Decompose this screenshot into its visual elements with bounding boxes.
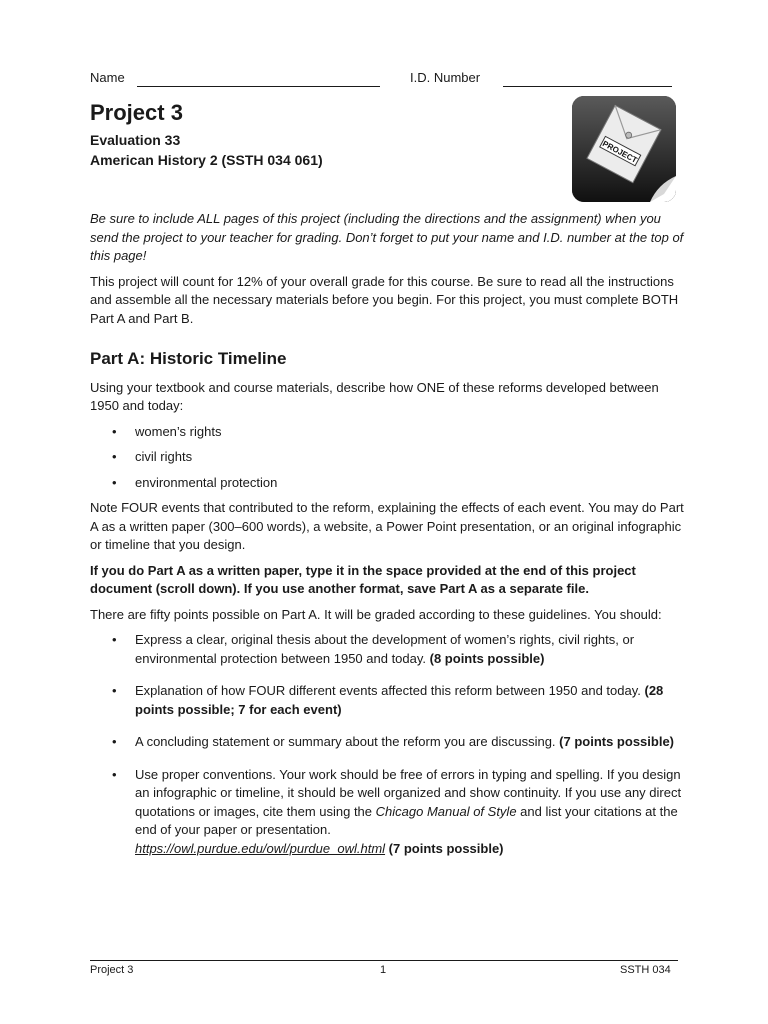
id-number-label: I.D. Number	[410, 70, 481, 85]
purdue-owl-link[interactable]: https://owl.purdue.edu/owl/purdue_owl.html	[135, 840, 386, 856]
guideline-points: (7 points possible)	[388, 840, 504, 856]
guideline-points: (28 points possible; 7 for each event)	[135, 683, 664, 717]
course-name: American History 2 (SSTH 034 061)	[90, 152, 323, 168]
project-title: Project 3	[90, 100, 183, 125]
project-envelope-icon	[572, 96, 676, 202]
footer-project: Project 3	[90, 964, 134, 976]
format-note: If you do Part A as a written paper, type it in the space provided at the end of this project document (scroll down). If you use another format, save Part A as a separate file.	[90, 562, 636, 596]
guideline-text: A concluding statement or summary about the reform you are discussing.	[135, 734, 560, 749]
instructions-note: Be sure to include ALL pages of this project (including the directions and the assignment) when you send the project to your teacher for grading. Don’t forget to put your name and I.D. number at the top of this page!	[90, 211, 684, 263]
document-body	[90, 210, 690, 872]
list-item: • environmental protection	[90, 474, 690, 493]
guideline-points: (8 points possible)	[429, 650, 545, 666]
list-item	[90, 766, 690, 859]
name-label: Name	[90, 70, 125, 85]
part-a-heading: Part A: Historic Timeline	[90, 349, 287, 368]
guideline-points: (7 points possible)	[559, 734, 674, 749]
style-manual-title: Chicago Manual of Style	[375, 803, 517, 819]
guideline-text: Explanation of how FOUR different events affected this reform between 1950 and today.	[135, 683, 645, 698]
name-field-line[interactable]	[137, 86, 380, 87]
guideline-text: Use proper conventions. Your work should be free of errors in typing and spelling. If you design an infographic or timeline, it should be well organized and show continuity. If you use any direct quotations or images, cite them using the	[135, 766, 682, 819]
icon-label: PROJECT	[600, 139, 639, 165]
events-note: Note FOUR events that contributed to the reform, explaining the effects of each event. You may do Part A as a written paper (300–600 words), a website, a Power Point presentation, or an original infographic or timeline that you design.	[90, 500, 684, 552]
guideline-text: Express a clear, original thesis about the development of women’s rights, civil rights, or environmental protection between 1950 and today.	[135, 632, 635, 666]
evaluation-number: Evaluation 33	[90, 132, 181, 148]
grade-info: This project will count for 12% of your overall grade for this course. Be sure to read all the instructions and assemble all the necessary materials before you begin. For this project, you must complete BOTH Part A and Part B.	[90, 273, 679, 326]
page-number: 1	[380, 964, 387, 976]
list-item: • civil rights	[90, 448, 690, 467]
list-item	[90, 682, 690, 719]
reform-list	[90, 423, 690, 493]
part-a-intro: Using your textbook and course materials, describe how ONE of these reforms developed between 1950 and today:	[90, 379, 659, 413]
list-item	[90, 733, 690, 752]
guidelines-list	[90, 631, 690, 858]
footer-course-code: SSTH 034	[620, 964, 671, 976]
list-item: • women’s rights	[90, 423, 690, 442]
points-intro: There are fifty points possible on Part A. It will be graded according to these guidelines. You should:	[90, 606, 662, 622]
guideline-text: and list your citations at the end of your paper or presentation.	[135, 803, 678, 837]
footer-divider	[90, 960, 678, 961]
id-number-field-line[interactable]	[503, 86, 672, 87]
list-item	[90, 631, 690, 668]
